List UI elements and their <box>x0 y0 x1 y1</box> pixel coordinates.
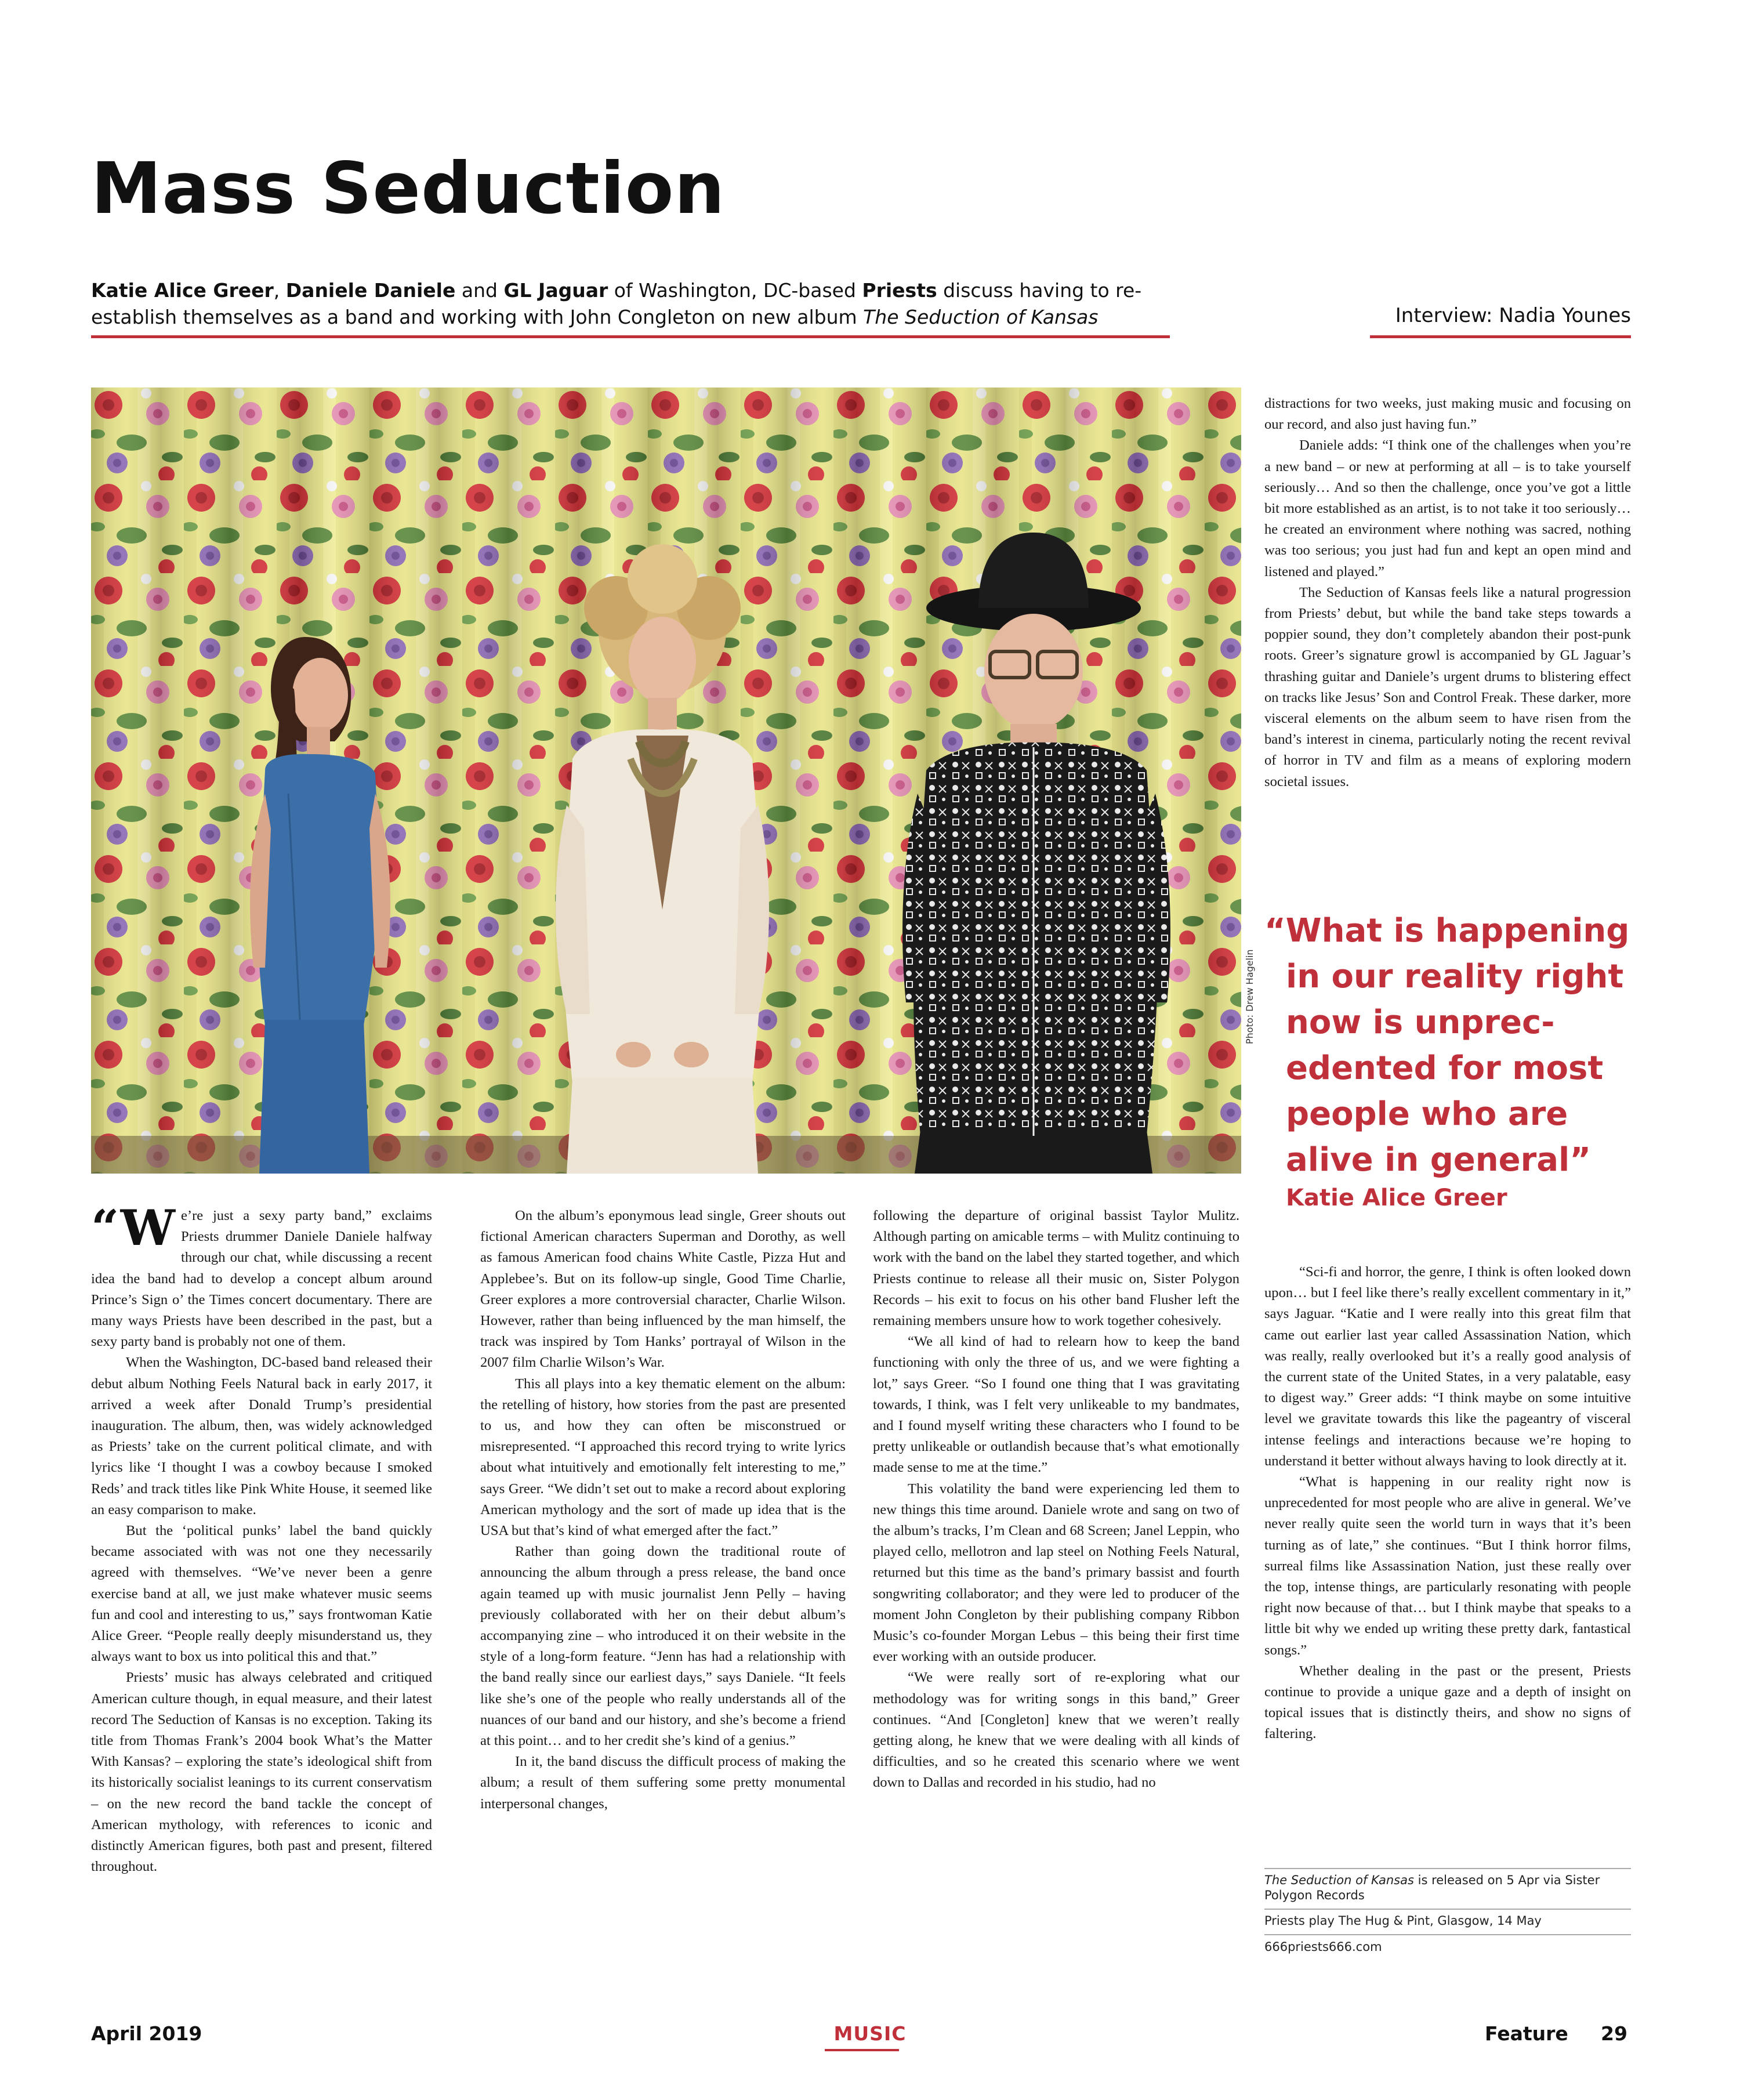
article-column-1 <box>91 1199 432 1878</box>
paragraph: following the departure of original bassist Taylor Mulitz. Although parting on amicable terms – with Mulitz continuing to work with the band on the label they started together, and which Priests continue to release all their music on, Sister Polygon Records – his exit to focus on his other band Flusher left the remaining members unsure how to work together cohesively. <box>873 1208 1239 1329</box>
interview-credit: Interview: Nadia Younes <box>1395 304 1631 327</box>
website-link[interactable]: 666priests666.com <box>1264 1940 1382 1954</box>
footer-section-underline <box>825 2049 899 2051</box>
standfirst-sep: , <box>273 279 286 302</box>
release-text: is released on 5 Apr via Sister Polygon Records <box>1264 1873 1600 1902</box>
article-column-4-top <box>1264 393 1631 792</box>
standfirst-album: The Seduction of Kansas <box>863 306 1099 328</box>
standfirst-band: Priests <box>862 279 937 302</box>
standfirst <box>91 277 1170 331</box>
pull-quote-line: alive in general” <box>1286 1141 1592 1179</box>
photo-credit: Photo: Drew Hagelin <box>1244 949 1255 1044</box>
paragraph: “What is happening in our reality right now is unprecedented for most people who are alive in general. We’ve never really quite seen the world turn in ways that it’s been turning as of late,” she continues. “But I think horror films, surreal films like Assassination Nation, just these really over the top, intense things, are particularly resonating with people right now because of that… but I think maybe that speaks to a little bit why we ended up writing these pretty dark, fantastical songs.” <box>1264 1474 1631 1658</box>
standfirst-name-1: Katie Alice Greer <box>91 279 274 302</box>
pull-quote-line: “What is happening <box>1264 912 1630 950</box>
pull-quote-line: people who are <box>1286 1095 1568 1133</box>
info-rule <box>1264 1909 1631 1910</box>
page-title: Mass Seduction <box>91 147 726 230</box>
footer-section-link[interactable]: MUSIC <box>833 2022 907 2045</box>
article-column-4-bottom <box>1264 1262 1631 1745</box>
paragraph: Daniele adds: “I think one of the challenges when you’re a new band – or new at performing at all – is to take yourself seriously… And so then the challenge, once you’ve got a little bit more established as an artist, is to not take it too seriously… he created an environment where nothing was sacred, nothing was too serious; you just had fun and kept an open mind and listened and played.” <box>1264 437 1631 580</box>
page-number: 29 <box>1601 2022 1627 2045</box>
drop-cap: “W <box>91 1199 175 1257</box>
paragraph: Priests’ music has always celebrated and critiqued American culture though, in equal measure, and their latest record The Seduction of Kansas is no exception. Taking its title from Thomas Frank’s 2004 book What’s the Matter With Kansas? – exploring the state’s ideological shift from its historically socialist leanings to its current conservatism – on the new record the band tackle the concept of American mythology, with references to iconic and distinctly American figures, both past and present, filtered throughout. <box>91 1670 432 1875</box>
info-rule <box>1264 1934 1631 1935</box>
paragraph: This volatility the band were experiencing led them to new things this time around. Daniele wrote and sang on two of the album’s tracks, I’m Clean and 68 Screen; Janel Leppin, who played cello, mellotron and lap steel on Nothing Feels Natural, returned but this time as the band’s primary bassist and fourth songwriting collaborator; and they were led to producer of the moment John Congleton by their publishing company Ribbon Music’s co-founder Morgan Lebus – this being their first time ever working with an outside producer. <box>873 1480 1239 1665</box>
pull-quote-attribution: Katie Alice Greer <box>1286 1185 1507 1211</box>
footer-date: April 2019 <box>91 2022 202 2045</box>
paragraph-text: e’re just a sexy party band,” exclaims Priests drummer Daniele Daniele halfway through our chat, while discussing a recent idea the band had to develop a concept album around Prince’s Sign o’ the Times concert documentary. There are many ways Priests have been described in the past, but a sexy party band is probably not one of them. <box>91 1208 432 1350</box>
release-title: The Seduction of Kansas <box>1264 1873 1414 1887</box>
pull-quote-line: now is unprec- <box>1286 1004 1555 1041</box>
paragraph: When the Washington, DC-based band released their debut album Nothing Feels Natural back in early 2017, it arrived a week after Donald Trump’s presidential inauguration. The album, then, was widely acknowledged as Priests’ take on the current political climate, and with lyrics like ‘I thought I was a cowboy because I smoked Reds’ and track titles like Pink White House, it seemed like an easy comparison to make. <box>91 1355 432 1518</box>
info-rule <box>1264 1868 1631 1869</box>
article-column-2 <box>480 1205 846 1815</box>
standfirst-and: and <box>455 279 504 302</box>
credit-rule <box>1370 335 1631 338</box>
paragraph: distractions for two weeks, just making music and focusing on our record, and also just having fun.” <box>1264 396 1631 433</box>
paragraph: The Seduction of Kansas feels like a natural progression from Priests’ debut, but while the band take steps towards a poppier sound, they don’t completely abandon their post-punk roots. Greer’s signature growl is accompanied by GL Jaguar’s thrashing guitar and Daniele’s urgent drums to blistering effect on tracks like Jesus’ Son and Control Freak. These darker, more visceral elements on the album seem to have risen from the band’s interest in cinema, particularly noting the recent revival of horror in TV and film as a means of exploring modern societal issues. <box>1264 584 1631 790</box>
paragraph: “We all kind of had to relearn how to keep the band functioning with only the three of us, and we were fighting a lot,” says Greer. “So I found one thing that I was gravitating towards, I think, was I felt very unlikeable to my bandmates, and I found myself writing these characters who I found to be pretty unlikeable or outlandish because that’s what emotionally made sense to me at the time.” <box>873 1334 1239 1476</box>
paragraph: On the album’s eponymous lead single, Greer shouts out fictional American characters Superman and Dorothy, as well as famous American food chains White Castle, Pizza Hut and Applebee’s. But on its follow-up single, Good Time Charlie, Greer explores a more controversial character, Charlie Wilson. However, rather than being influenced by the man himself, the track was inspired by Tom Hanks’ portrayal of Wilson in the 2007 film Charlie Wilson’s War. <box>480 1208 846 1371</box>
paragraph: But the ‘political punks’ label the band quickly became associated with was not one they necessarily agreed with themselves. “We’ve never been a genre exercise band at all, we just make whatever music seems fun and cool and interesting to us,” says frontwoman Katie Alice Greer. “People really deeply misunderstand us, they always want to box us into political this and that.” <box>91 1523 432 1665</box>
standfirst-rule <box>91 335 1170 338</box>
paragraph <box>91 1199 432 1352</box>
paragraph: “Sci-fi and horror, the genre, I think is often looked down upon… but I feel like there’s really excellent commentary in it,” says Jaguar. “Katie and I were really into this great film that came out earlier last year called Assassination Nation, which was really, really overlooked but it’s a really good analysis of the current state of the United States, in a very palatable, easy to digest way.” Greer adds: “I think maybe on some intuitive level we gravitate towards this like the pageantry of visceral intense feelings and interactions because we’re hoping to understand it better without always having to look directly at it. <box>1264 1264 1631 1469</box>
article-column-3 <box>873 1205 1239 1794</box>
standfirst-name-3: GL Jaguar <box>503 279 608 302</box>
gig-info: Priests play The Hug & Pint, Glasgow, 14 May <box>1264 1914 1542 1928</box>
standfirst-mid: of Washington, DC-based <box>608 279 862 302</box>
paragraph: “We were really sort of re-exploring what our methodology was for writing songs in this band,” Greer continues. “And [Congleton] knew that we weren’t really getting along, he knew that we were dealing with all kinds of difficulties, and so he created this scenario where we went down to Dallas and recorded in his studio, had no <box>873 1670 1239 1791</box>
paragraph: Rather than going down the traditional route of announcing the album through a press release, the band once again teamed up with music journalist Jenn Pelly – having previously collaborated with her on their debut album’s accompanying zine – who introduced it on their website in the style of a long-form feature. “Jenn has had a relationship with the band really since our earliest days,” says Daniele. “It feels like she’s one of the people who really understands all of the nuances of our band and our history, and she’s become a friend at this point… and to her credit she’s kind of a genius.” <box>480 1544 846 1749</box>
standfirst-rest: discuss having to re-establish themselves as a band and working with John Congleton on new album <box>91 279 1142 328</box>
pull-quote-line: edented for most <box>1286 1049 1604 1087</box>
band-photo <box>91 388 1241 1174</box>
paragraph: Whether dealing in the past or the present, Priests continue to provide a unique gaze and a depth of insight on topical issues that is distinctly theirs, and show no signs of faltering. <box>1264 1663 1631 1742</box>
footer-feature-label: Feature <box>1485 2022 1568 2045</box>
standfirst-name-2: Daniele Daniele <box>285 279 456 302</box>
paragraph: In it, the band discuss the difficult process of making the album; a result of them suffering some pretty monumental interpersonal changes, <box>480 1754 846 1812</box>
paragraph: This all plays into a key thematic element on the album: the retelling of history, how stories from the past are presented to us, and how they can often be misconstrued or misrepresented. “I approached this record trying to write lyrics about what intuitively and emotionally felt interesting to me,” says Greer. “We didn’t set out to make a record about exploring American mythology and the sort of made up idea that is the USA but that’s kind of what emerged after the fact.” <box>480 1375 846 1539</box>
pull-quote <box>1264 908 1647 1183</box>
release-info <box>1264 1873 1631 1903</box>
pull-quote-line: in our reality right <box>1286 958 1624 995</box>
